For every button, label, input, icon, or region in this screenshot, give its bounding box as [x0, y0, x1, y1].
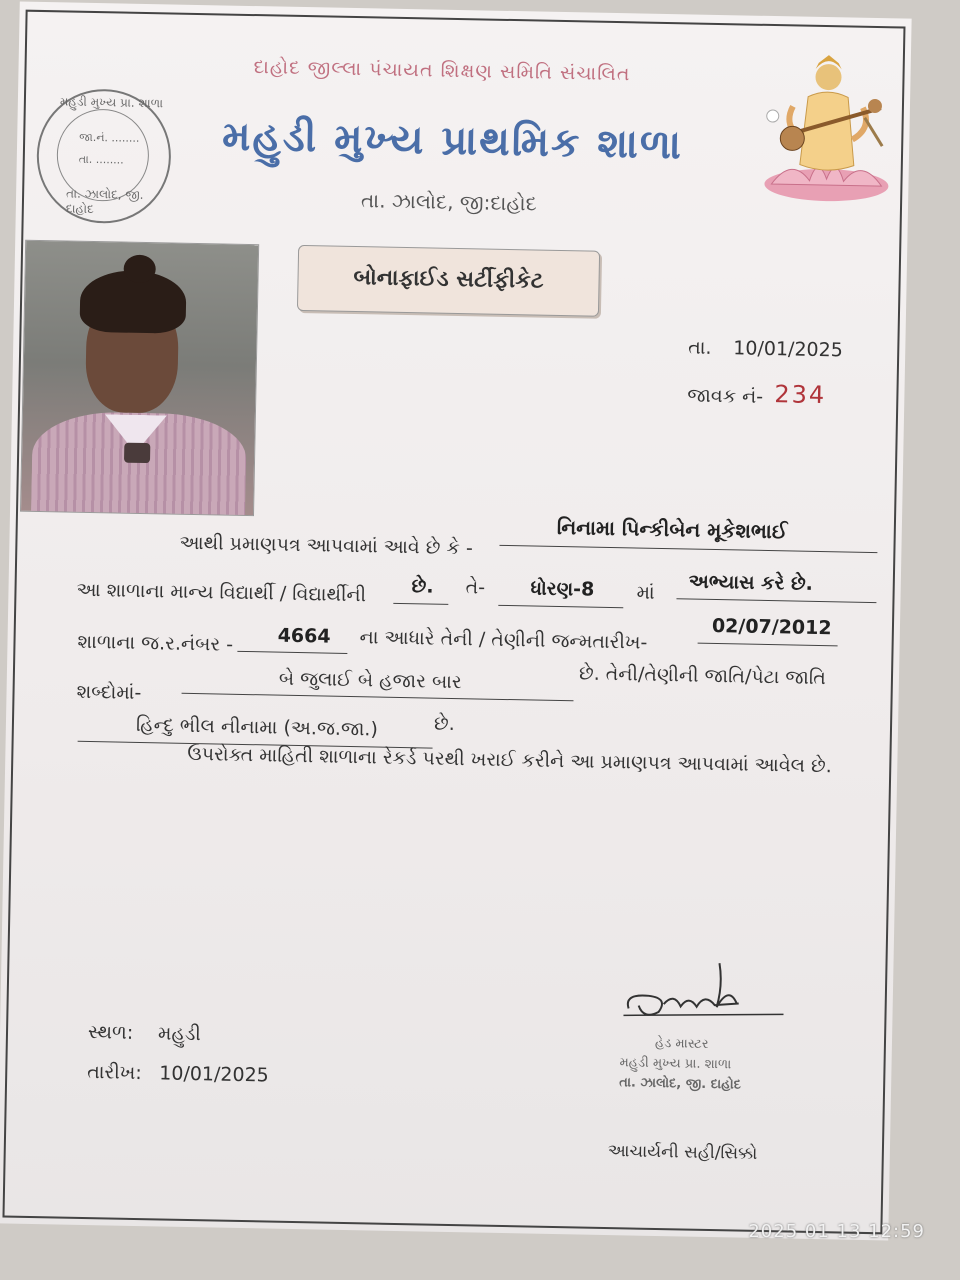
line2-te: તે- — [465, 576, 486, 599]
issue-date: 10/01/2025 — [733, 337, 843, 362]
footer-date-value: 10/01/2025 — [159, 1062, 269, 1087]
line1-prefix: આથી પ્રમાણપત્ર આપવામાં આવે છે કે - — [179, 531, 474, 560]
certificate-title-box — [297, 245, 600, 317]
seal-ring-top: મહુડી મુખ્ય પ્રા. શાળા — [59, 94, 164, 111]
date-of-birth: 02/07/2012 — [711, 614, 832, 640]
school-name-heading: મહુડી મુખ્ય પ્રાથમિક શાળા — [221, 113, 684, 169]
photo-timestamp: 2025 01 13 12:59 — [748, 1221, 925, 1242]
seal-ring-bottom: તા. ઝાલોદ, જી. દાહોદ — [65, 186, 144, 217]
caste-value: હિન્દુ ભીલ નીનામા (અ.જ.જા.) — [135, 713, 379, 741]
seal-line-2: તા. ........ — [78, 152, 124, 167]
studying-text: અભ્યાસ કરે છે. — [688, 570, 814, 595]
line4-prefix: શબ્દોમાં- — [76, 680, 142, 705]
outward-number: 234 — [774, 380, 827, 410]
place-label: સ્થળ: — [87, 1021, 134, 1044]
standard-value: ધોરણ-8 — [530, 577, 595, 601]
line3-prefix: શાળાના જ.ર.નંબર - — [77, 630, 234, 656]
line2-che: છે. — [411, 575, 434, 598]
certificate-title: બોનાફાઈડ સર્ટીફીકેટ — [353, 265, 544, 294]
gr-number: 4664 — [277, 624, 331, 648]
issue-date-label: તા. — [688, 336, 712, 359]
dob-in-words: બે જુલાઈ બે હજાર બાર — [278, 667, 462, 694]
line5-suffix: છે. — [433, 712, 455, 736]
principal-signature-label: આચાર્યની સહી/સિક્કો — [607, 1141, 758, 1164]
seal-line-1: જા.નં. ........ — [79, 130, 140, 145]
governing-body-line: દાહોદ જીલ્લા પંચાયત શિક્ષણ સમિતિ સંચાલિત — [253, 56, 631, 86]
line3-mid: ના આધારે તેની / તેણીની જન્મતારીખ- — [359, 626, 648, 654]
photo-tie — [124, 443, 150, 463]
certificate-sheet — [0, 2, 912, 1241]
student-name: નિનામા પિન્કીબેન મૂકેશભાઈ — [556, 514, 788, 544]
footer-date-label: તારીખ: — [87, 1061, 143, 1085]
stamp-line-2: મહુડી મુખ્ય પ્રા. શાળા — [619, 1055, 732, 1073]
school-seal — [36, 88, 173, 225]
student-photo — [20, 240, 259, 516]
stamp-line-1: હેડ માસ્ટર — [654, 1035, 709, 1052]
school-address: તા. ઝાલોદ, જી:દાહોદ — [360, 188, 538, 216]
saraswati-illustration-icon — [751, 46, 904, 209]
line4-suffix: છે. તેની/તેણીની જાતિ/પેટા જાતિ — [578, 662, 827, 690]
headmaster-signature-icon — [618, 953, 790, 1036]
closing-statement: ઉપરોક્ત માહિતી શાળાના રેકર્ડ પરથી ખરાઈ કરીને આ પ્રમાણપત્ર આપવામાં આવેલ છે. — [187, 742, 832, 778]
stamp-line-3: તા. ઝાલોદ, જી. દાહોદ — [619, 1075, 742, 1093]
place-value: મહુડી — [157, 1022, 202, 1046]
line2-prefix: આ શાળાના માન્ય વિદ્યાર્થી / વિદ્યાર્થીની — [76, 578, 367, 607]
outward-number-label: જાવક નં- — [687, 384, 764, 408]
line2-ma: માં — [636, 581, 655, 604]
